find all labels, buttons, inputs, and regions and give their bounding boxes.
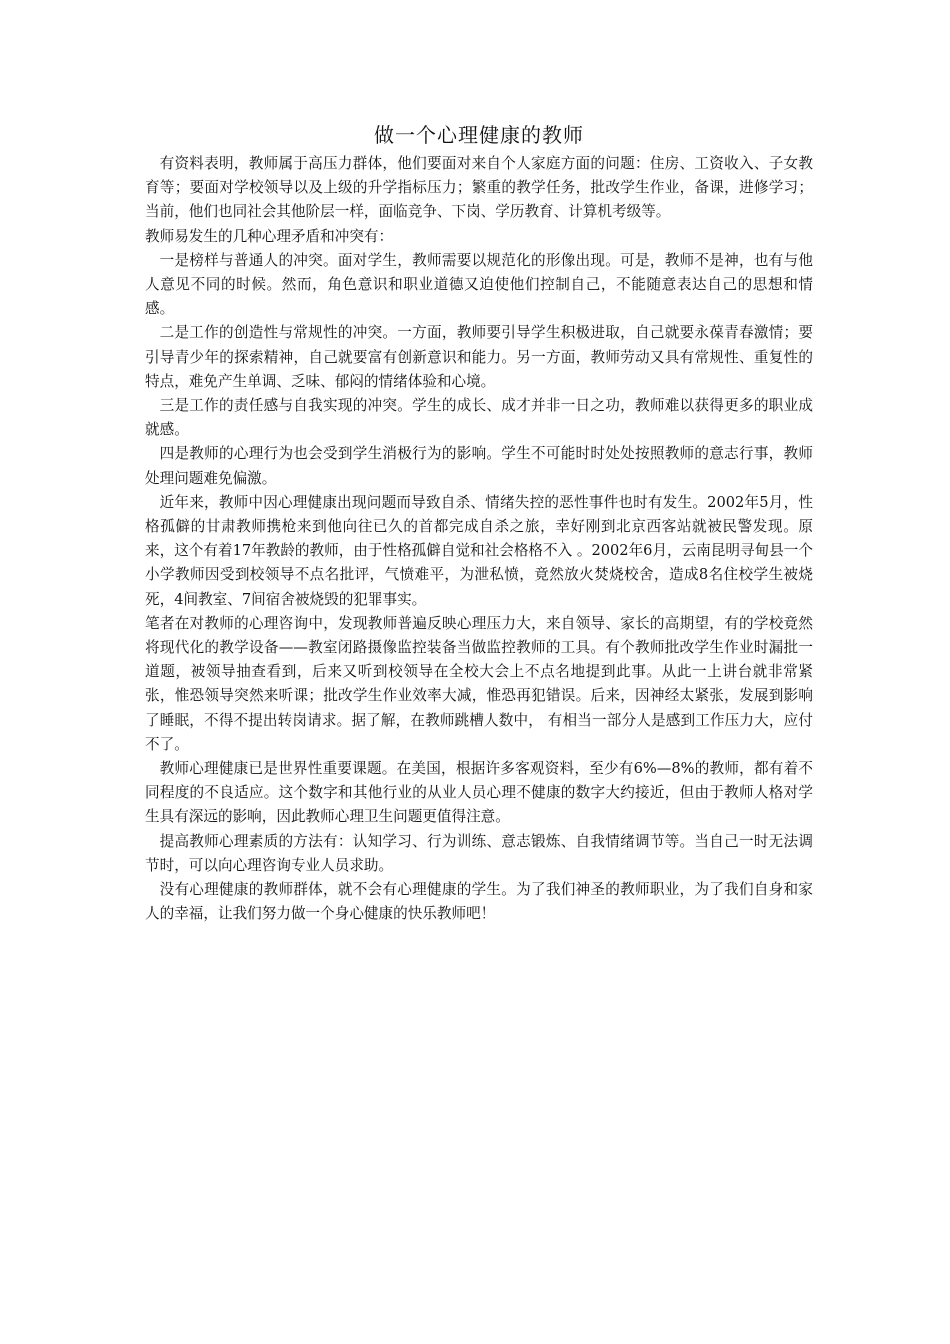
- paragraph-conflict-four: 四是教师的心理行为也会受到学生消极行为的影响。学生不可能时时处处按照教师的意志行事，教师处理问题难免偏激。: [145, 445, 813, 487]
- paragraph-conclusion: 没有心理健康的教师群体，就不会有心理健康的学生。为了我们神圣的教师职业，为了我们自身和家人的幸福，让我们努力做一个身心健康的快乐教师吧！: [145, 881, 813, 923]
- paragraph-conflict-two: 二是工作的创造性与常规性的冲突。一方面，教师要引导学生积极进取，自己就要永葆青春激情；要引导青少年的探索精神，自己就要富有创新意识和能力。另一方面，教师劳动又具有常规性、重复性的特点，难免产生单调、乏味、郁闷的情绪体验和心境。: [145, 324, 813, 390]
- paragraph-conflict-three: 三是工作的责任感与自我实现的冲突。学生的成长、成才并非一日之功，教师难以获得更多的职业成就感。: [145, 397, 813, 439]
- paragraph-conflict-one: 一是榜样与普通人的冲突。面对学生，教师需要以规范化的形像出现。可是，教师不是神，也有与他人意见不同的时候。然而，角色意识和职业道德又迫使他们控制自己，不能随意表达自己的思想和情感。: [145, 251, 813, 318]
- document-title: 做一个心理健康的教师: [374, 123, 584, 147]
- paragraph-conflicts-heading: 教师易发生的几种心理矛盾和冲突有：: [145, 227, 394, 245]
- paragraph-incidents: 近年来，教师中因心理健康出现问题而导致自杀、情绪失控的恶性事件也时有发生。2002年5月，性格孤僻的甘肃教师携枪来到他向往已久的首都完成自杀之旅，幸好刚到北京西客站就被民警发现。原来，这个有着17年教龄的教师，由于性格孤僻自觉和社会格格不入 。2002年6月，云南昆明寻甸县一个小学教师因受到校领导不点名批评，气愤难平，为泄私愤，竟然放火焚烧校舍，造成8名住校学生被烧死，4间教室、7间宿舍被烧毁的犯罪事实。: [145, 493, 813, 608]
- paragraph-counseling: 笔者在对教师的心理咨询中，发现教师普遍反映心理压力大，来自领导、家长的高期望，有的学校竟然将现代化的教学设备——教室闭路摄像监控装备当做监控教师的工具。有个教师批改学生作业时漏批一道题，被领导抽查看到，后来又听到校领导在全校大会上不点名地提到此事。从此一上讲台就非常紧张，惟恐领导突然来听课；批改学生作业效率大减，惟恐再犯错误。后来，因神经太紧张，发展到影响了睡眠，不得不提出转岗请求。据了解，在教师跳槽人数中， 有相当一部分人是感到工作压力大，应付不了。: [145, 614, 813, 753]
- paragraph-world-issue: 教师心理健康已是世界性重要课题。在美国，根据许多客观资料，至少有6%—8%的教师，都有着不同程度的不良适应。这个数字和其他行业的从业人员心理不健康的数字大约接近，但由于教师人格对学生具有深远的影响，因此教师心理卫生问题更值得注意。: [145, 760, 813, 826]
- paragraph-methods: 提高教师心理素质的方法有：认知学习、行为训练、意志锻炼、自我情绪调节等。当自己一时无法调节时，可以向心理咨询专业人员求助。: [145, 832, 813, 874]
- paragraph-intro: 有资料表明，教师属于高压力群体，他们要面对来自个人家庭方面的问题：住房、工资收入、子女教育等；要面对学校领导以及上级的升学指标压力；繁重的教学任务，批改学生作业，备课，进修学习；当前，他们也同社会其他阶层一样，面临竞争、下岗、学历教育、计算机考级等。: [145, 155, 813, 221]
- document-page: [145, 120, 813, 927]
